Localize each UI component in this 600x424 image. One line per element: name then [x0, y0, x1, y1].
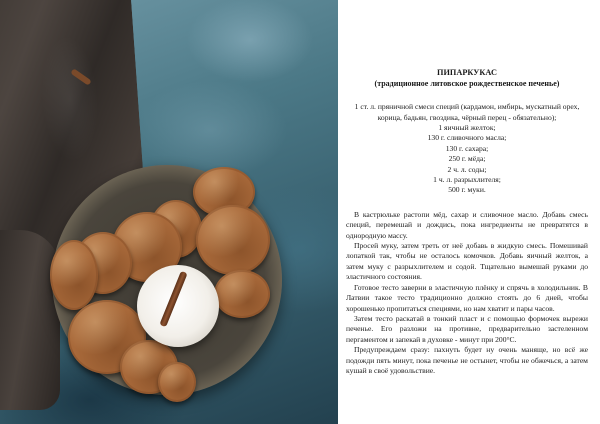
ingredient: 2 ч. л. соды;: [447, 164, 487, 174]
cookie: [214, 270, 270, 318]
cookie: [50, 240, 98, 310]
recipe-text: [346, 68, 588, 376]
recipe-subtitle: (традиционное литовское рождественское печенье): [374, 78, 560, 88]
ingredient: 500 г. муки.: [448, 185, 486, 195]
linen-cloth-tail: [0, 230, 60, 410]
ingredient: 1 ч. л. разрыхлителя;: [433, 175, 501, 185]
instruction-paragraph: Просей муку, затем треть от неё добавь в жидкую смесь. Помешивай лопаткой так, чтобы не осталось комочков. Добавь яичный желток, а затем муку с разрыхлителем и содой. Тщательно вымешай руками до эластичного состояния.: [346, 241, 588, 282]
cookie: [158, 362, 196, 402]
instruction-paragraph: Затем тесто раскатай в тонкий пласт и с помощью формочек вырежи печенье. Его разложи на противне, предварительно застеленном пергаментом и запекай в духовке - минут при 200°C.: [346, 313, 588, 344]
instruction-paragraph: Предупреждаем сразу: пахнуть будет ну очень маняще, но всё же подожди пять минут, пока печенье не остынет, чтобы не обжечься, а затем кушай в своё удовольствие.: [346, 345, 588, 375]
ingredient: 130 г. сливочного масла;: [427, 133, 507, 143]
instruction-paragraph: В кастрюльке растопи мёд, сахар и сливочное масло. Добавь смесь специй, перемешай и дождись, пока ингредиенты не превратятся в однородную массу.: [346, 209, 588, 240]
ingredient: 250 г. мёда;: [448, 154, 486, 164]
instruction-paragraph: Готовое тесто заверни в эластичную плёнку и спрячь в холодильник. В Латвии такое тесто традиционно должно стоять до 6 дней, чтобы хорошенько пропитаться специями, но нам хватит и пары часов.: [346, 282, 588, 313]
ingredient-list: [346, 102, 588, 196]
recipe-title: ПИПАРКУКАС: [437, 68, 497, 77]
ingredient: 1 яичный желток;: [438, 123, 496, 132]
ingredient: 130 г. сахара;: [445, 143, 489, 153]
cookie: [196, 205, 270, 275]
ingredient: 1 ст. л. пряничной смеси специй (кардамон, имбирь, мускатный орех, корица, бадьян, гвоздика, чёрный перец - обязательно);: [354, 102, 580, 122]
